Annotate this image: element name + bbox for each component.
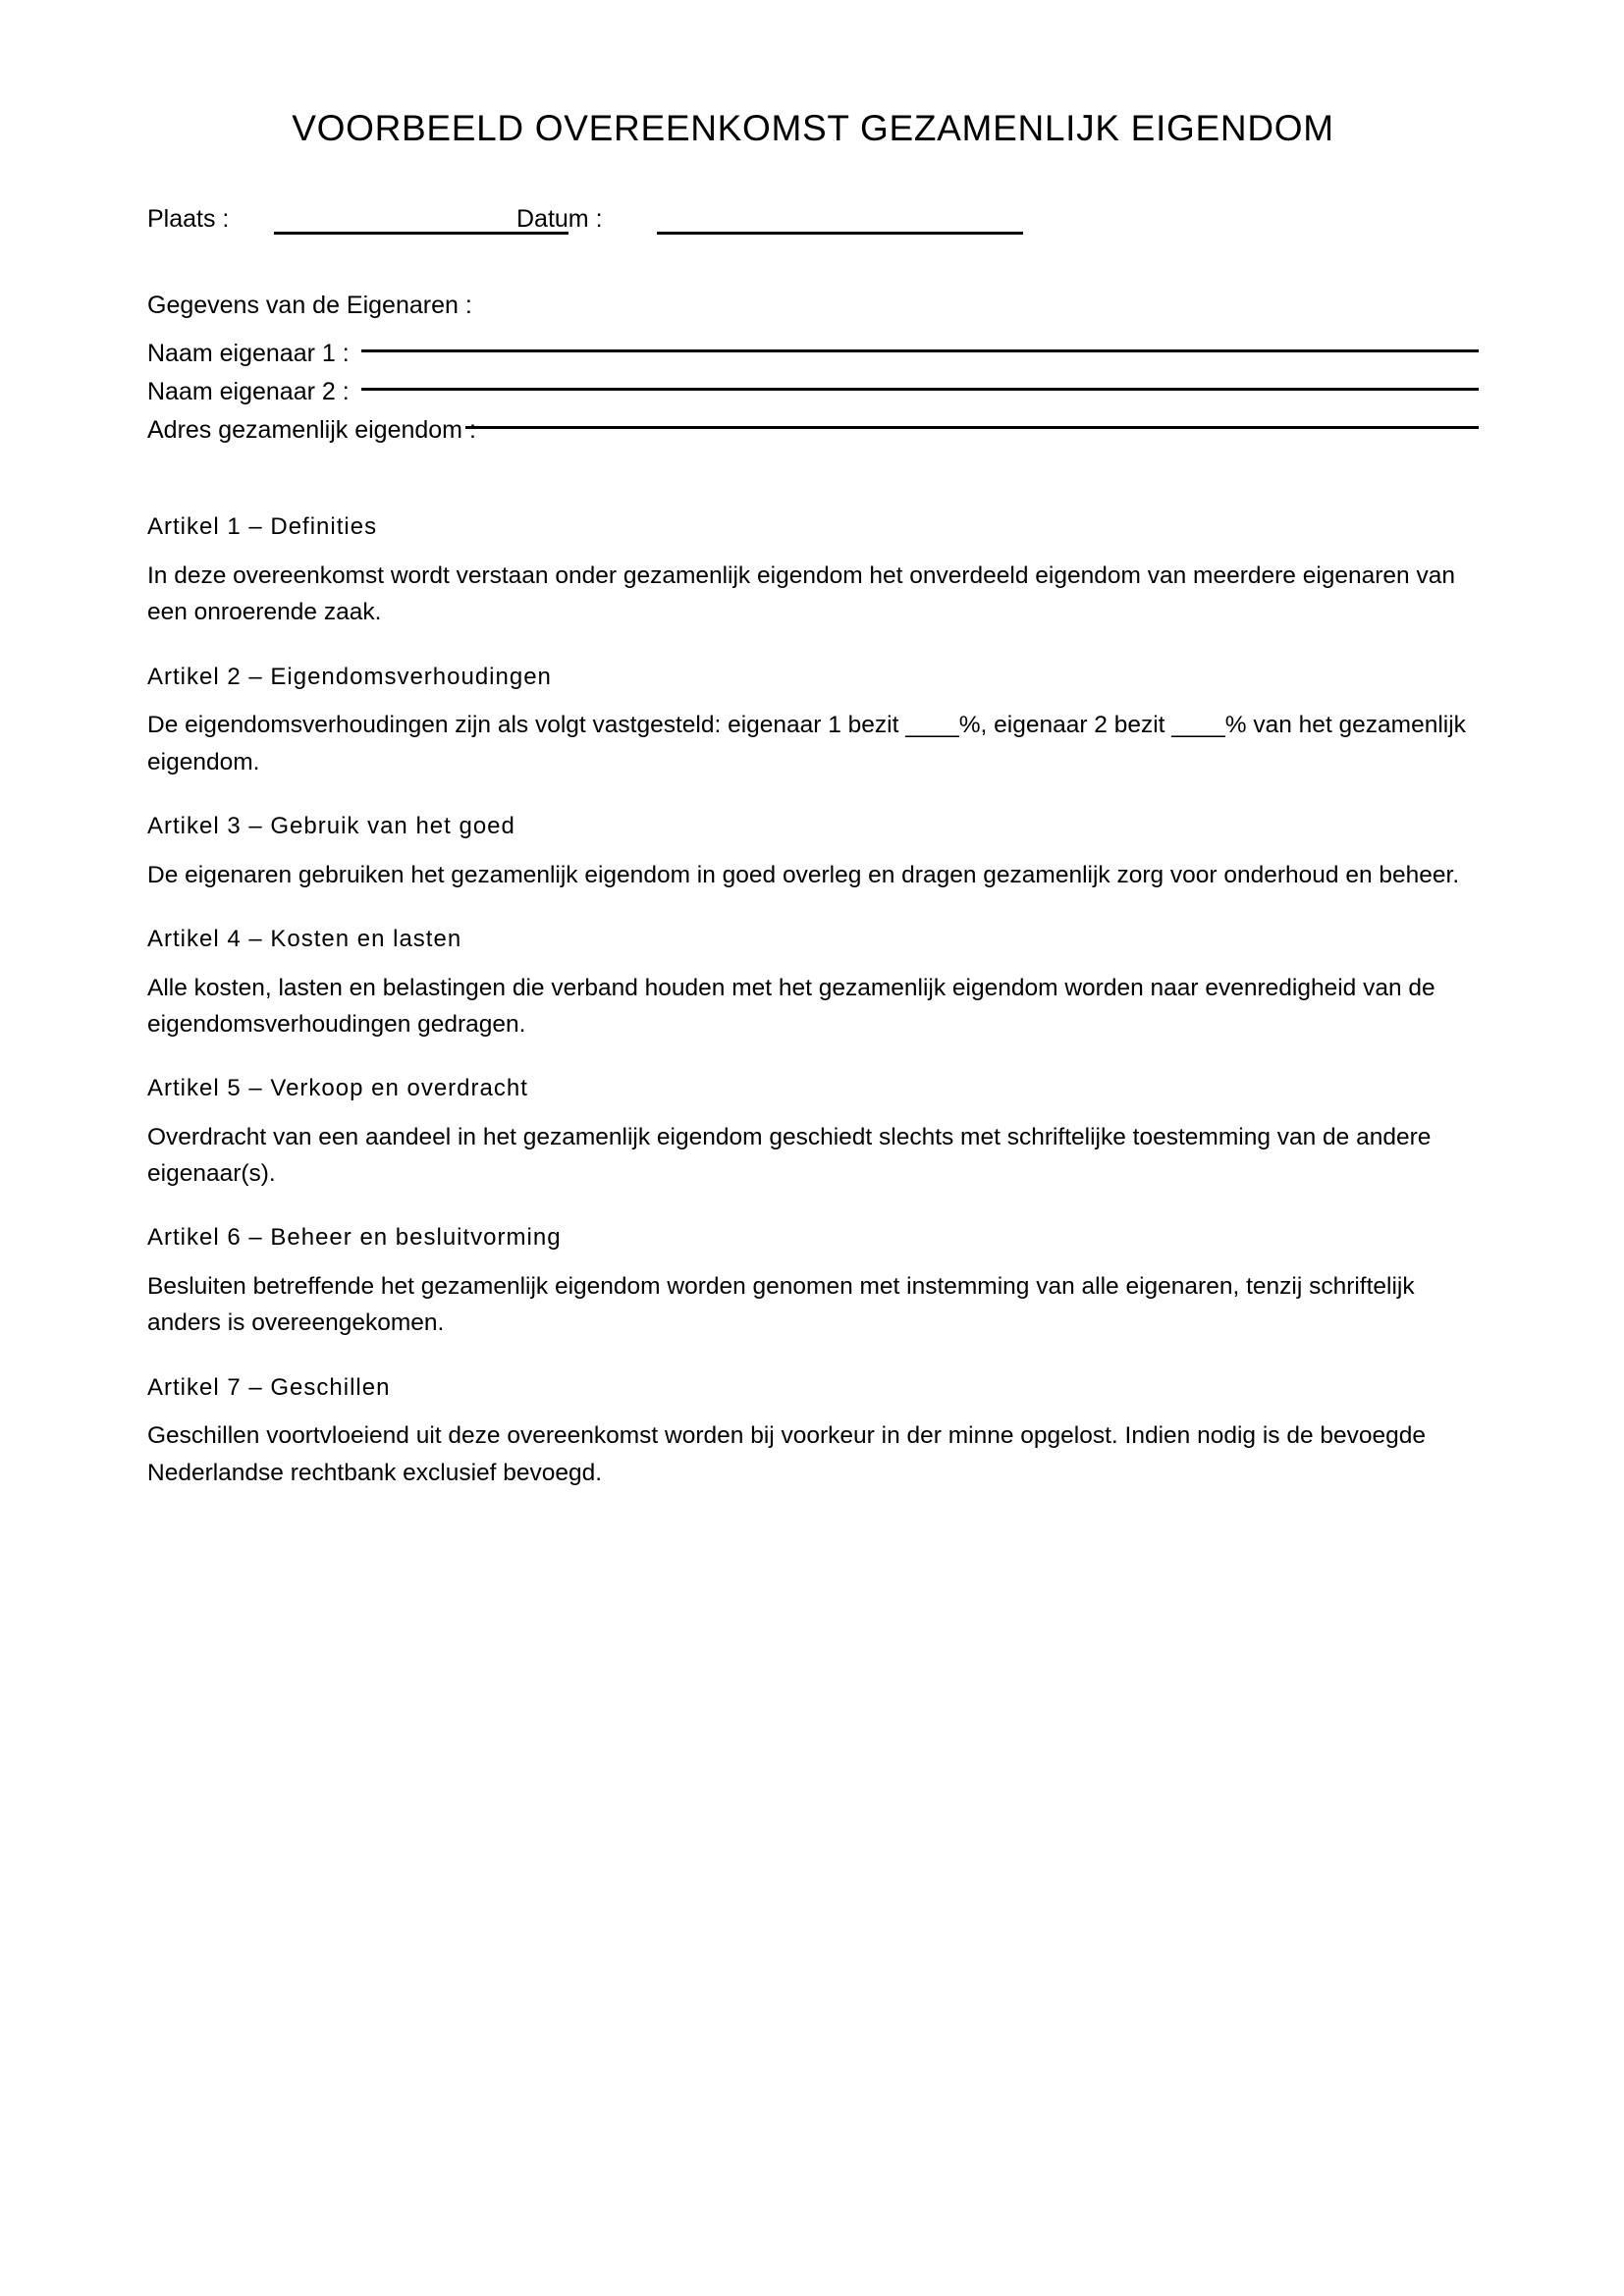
article-4 (147, 926, 1479, 1042)
article-4-heading: Artikel 4 – Kosten en lasten (147, 925, 462, 952)
article-1-body: In deze overeenkomst wordt verstaan onder gezamenlijk eigendom het onverdeeld eigendom van meerdere eigenaren van een onroerende zaak. (147, 562, 1455, 626)
owner-row-address (147, 418, 1479, 456)
datum-field-group (516, 207, 1023, 232)
article-1 (147, 513, 1479, 630)
article-6-body: Besluiten betreffende het gezamenlijk eigendom worden genomen met instemming van alle eigenaren, tenzij schriftelijk anders is overeengekomen. (147, 1273, 1415, 1337)
article-6 (147, 1224, 1479, 1341)
article-7-heading: Artikel 7 – Geschillen (147, 1373, 391, 1401)
article-2 (147, 664, 1479, 780)
plaats-label: Plaats : (147, 205, 230, 234)
header-form-row (147, 207, 1479, 246)
address-input[interactable] (465, 426, 1479, 429)
article-2-body: De eigendomsverhoudingen zijn als volgt vastgesteld: eigenaar 1 bezit ____%, eigenaar 2 bezit ____% van het gezamenlijk eigendom. (147, 712, 1466, 775)
owner-1-input[interactable] (361, 349, 1479, 352)
owner-1-label: Naam eigenaar 1 : (147, 340, 350, 368)
article-6-heading: Artikel 6 – Beheer en besluitvorming (147, 1224, 562, 1252)
article-7 (147, 1374, 1479, 1491)
article-5 (147, 1075, 1479, 1192)
owner-section-heading: Gegevens van de Eigenaren : (147, 292, 472, 320)
owner-2-label: Naam eigenaar 2 : (147, 378, 350, 406)
owner-2-input[interactable] (361, 388, 1479, 391)
article-3 (147, 813, 1479, 893)
datum-label: Datum : (516, 205, 603, 234)
document-content (147, 0, 1479, 1491)
datum-input[interactable] (657, 232, 1023, 235)
article-2-heading: Artikel 2 – Eigendomsverhoudingen (147, 663, 552, 690)
article-3-body: De eigenaren gebruiken het gezamenlijk eigendom in goed overleg en dragen gezamenlijk zorg voor onderhoud en beheer. (147, 861, 1460, 888)
article-3-heading: Artikel 3 – Gebruik van het goed (147, 812, 515, 839)
article-7-body: Geschillen voortvloeiend uit deze overeenkomst worden bij voorkeur in der minne opgelost. Indien nodig is de bevoegde Nederlandse rechtbank exclusief bevoegd. (147, 1422, 1427, 1486)
article-1-heading: Artikel 1 – Definities (147, 513, 378, 541)
plaats-field-group (147, 207, 568, 232)
article-4-body: Alle kosten, lasten en belastingen die verband houden met het gezamenlijk eigendom worden naar evenredigheid van de eigendomsverhoudingen gedragen. (147, 974, 1435, 1038)
owner-details-section (147, 294, 1479, 456)
owner-row-name-2 (147, 380, 1479, 418)
page-title: VOORBEELD OVEREENKOMST GEZAMENLIJK EIGENDOM (292, 108, 1334, 148)
article-5-heading: Artikel 5 – Verkoop en overdracht (147, 1075, 528, 1102)
article-5-body: Overdracht van een aandeel in het gezamenlijk eigendom geschiedt slechts met schriftelijke toestemming van de andere eigenaar(s). (147, 1123, 1432, 1188)
articles-section (147, 513, 1479, 1491)
address-label: Adres gezamenlijk eigendom : (147, 416, 476, 445)
owner-row-name-1 (147, 342, 1479, 380)
